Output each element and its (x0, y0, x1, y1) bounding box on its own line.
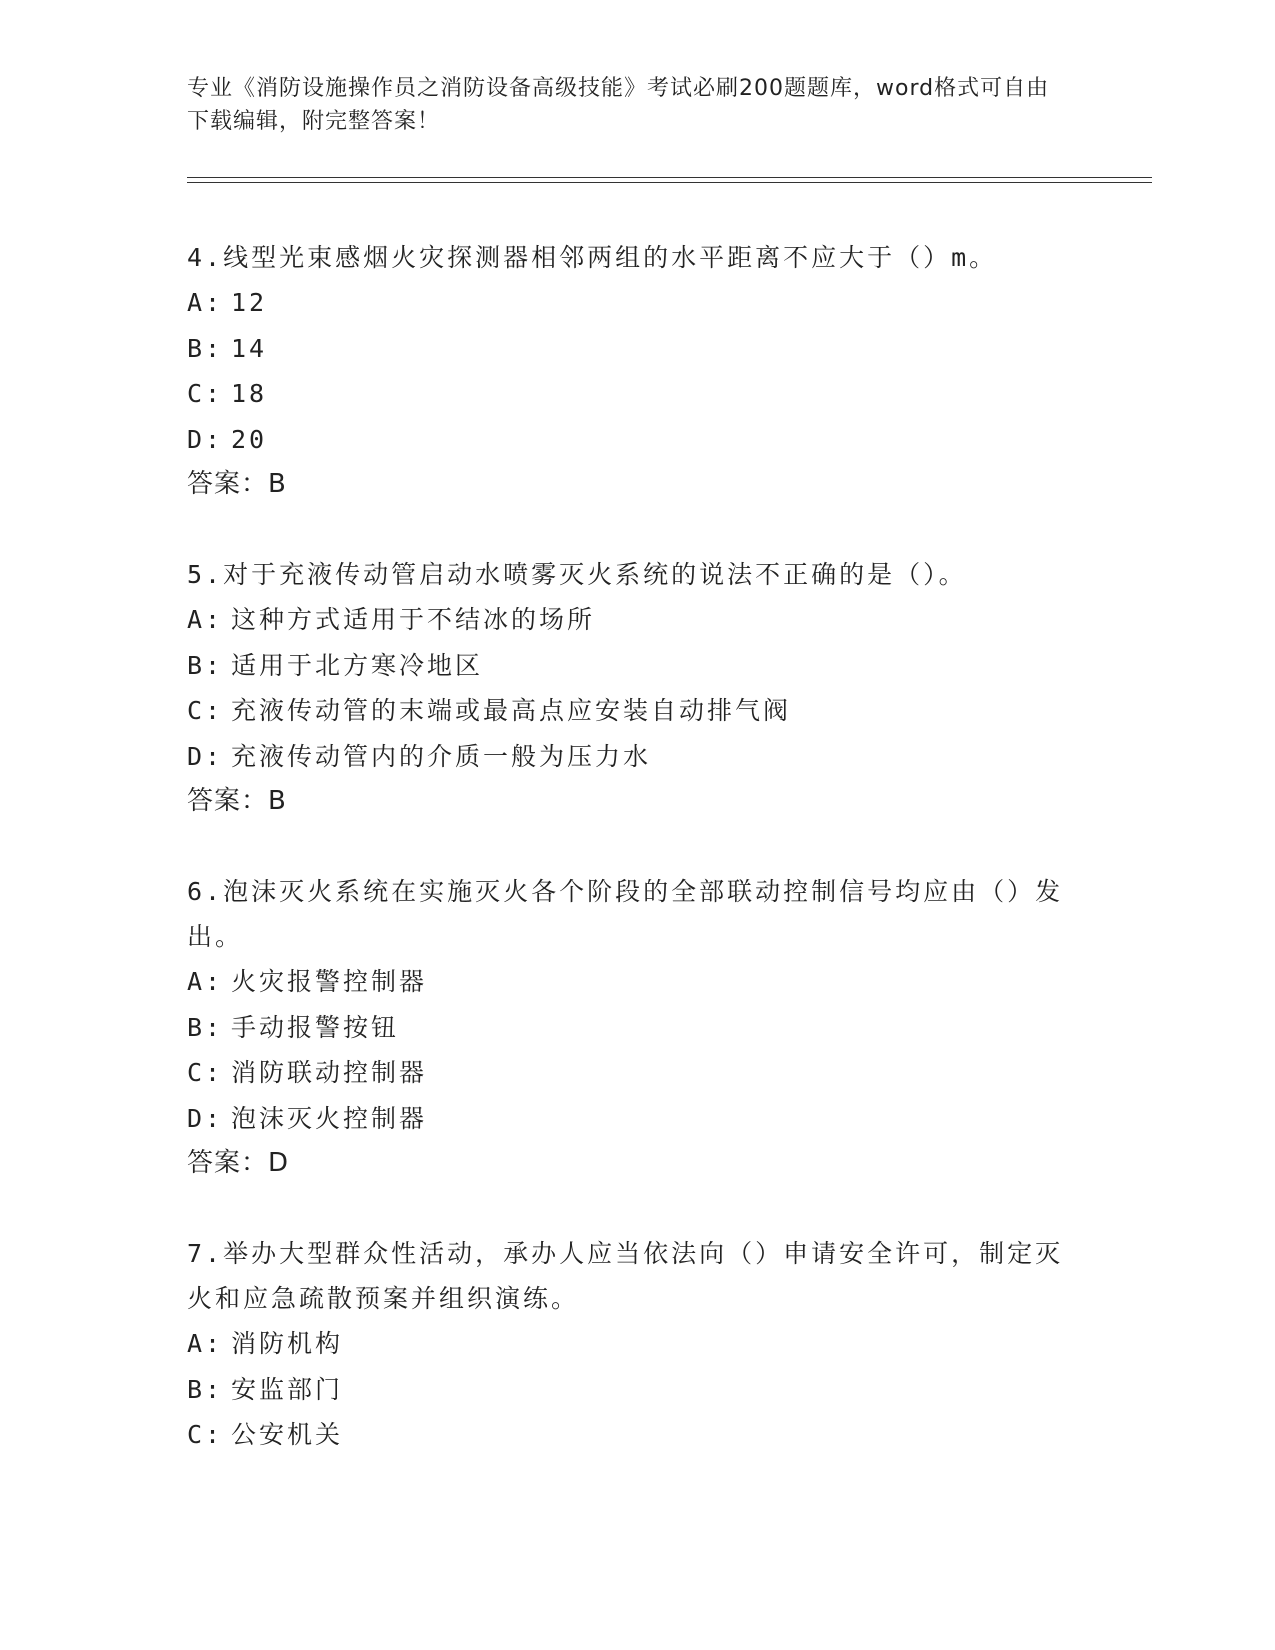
question-stem: 5.对于充液传动管启动水喷雾灭火系统的说法不正确的是（）。 (187, 560, 967, 589)
option-key: A: (187, 1329, 224, 1358)
question-list (187, 235, 1067, 1504)
option-key: B: (187, 1374, 224, 1404)
option-key: A: (187, 605, 224, 634)
question-stem: 7.举办大型群众性活动，承办人应当依法向（）申请安全许可，制定灭火和应急疏散预案并组织演练。 (187, 1239, 1064, 1313)
option-text: 充液传动管的末端或最高点应安装自动排气阀 (231, 696, 792, 725)
option-text: 火灾报警控制器 (231, 967, 428, 996)
option-text: 安监部门 (231, 1374, 344, 1404)
question-stem: 4.线型光束感烟火灾探测器相邻两组的水平距离不应大于（）m。 (187, 243, 998, 272)
option-text: 18 (231, 379, 268, 408)
option-text: 这种方式适用于不结冰的场所 (231, 605, 596, 634)
option-key: C: (187, 379, 224, 408)
document-header (187, 72, 1067, 138)
option-key: B: (187, 333, 224, 363)
option-text: 泡沫灭火控制器 (231, 1103, 428, 1133)
question-4 (187, 235, 1067, 506)
option-c (187, 1050, 1067, 1096)
option-key: B: (187, 650, 224, 680)
question-5 (187, 552, 1067, 823)
option-text: 20 (231, 424, 268, 454)
option-b (187, 1367, 1067, 1413)
option-d (187, 1096, 1067, 1142)
option-a (187, 280, 1067, 326)
option-key: A: (187, 967, 224, 996)
option-text: 12 (231, 288, 268, 317)
option-d (187, 417, 1067, 463)
option-key: D: (187, 424, 224, 454)
document-title: 专业《消防设施操作员之消防设备高级技能》考试必刷200题题库，word格式可自由下载编辑，附完整答案！ (187, 76, 1050, 134)
option-a (187, 1321, 1067, 1367)
option-text: 适用于北方寒冷地区 (231, 650, 484, 680)
option-key: A: (187, 288, 224, 317)
option-key: D: (187, 1103, 224, 1133)
option-key: B: (187, 1012, 224, 1042)
option-key: C: (187, 1420, 224, 1449)
option-b (187, 643, 1067, 689)
question-7 (187, 1231, 1067, 1458)
answer-line: 答案：D (187, 1148, 290, 1178)
header-rule-bottom (187, 182, 1152, 183)
option-text: 14 (231, 333, 268, 363)
question-6 (187, 869, 1067, 1185)
option-c (187, 1412, 1067, 1458)
option-text: 手动报警按钮 (231, 1012, 400, 1042)
answer-line: 答案：B (187, 786, 287, 816)
option-key: D: (187, 741, 224, 771)
question-stem: 6.泡沫灭火系统在实施灭火各个阶段的全部联动控制信号均应由（）发出。 (187, 877, 1064, 951)
answer-line: 答案：B (187, 469, 287, 499)
option-text: 消防机构 (231, 1329, 344, 1358)
option-text: 消防联动控制器 (231, 1058, 428, 1087)
option-key: C: (187, 1058, 224, 1087)
option-text: 充液传动管内的介质一般为压力水 (231, 741, 652, 771)
header-rule-top (187, 177, 1152, 178)
option-c (187, 371, 1067, 417)
option-c (187, 688, 1067, 734)
option-b (187, 1005, 1067, 1051)
option-text: 公安机关 (231, 1420, 344, 1449)
option-a (187, 597, 1067, 643)
option-a (187, 959, 1067, 1005)
option-d (187, 734, 1067, 780)
option-key: C: (187, 696, 224, 725)
option-b (187, 326, 1067, 372)
